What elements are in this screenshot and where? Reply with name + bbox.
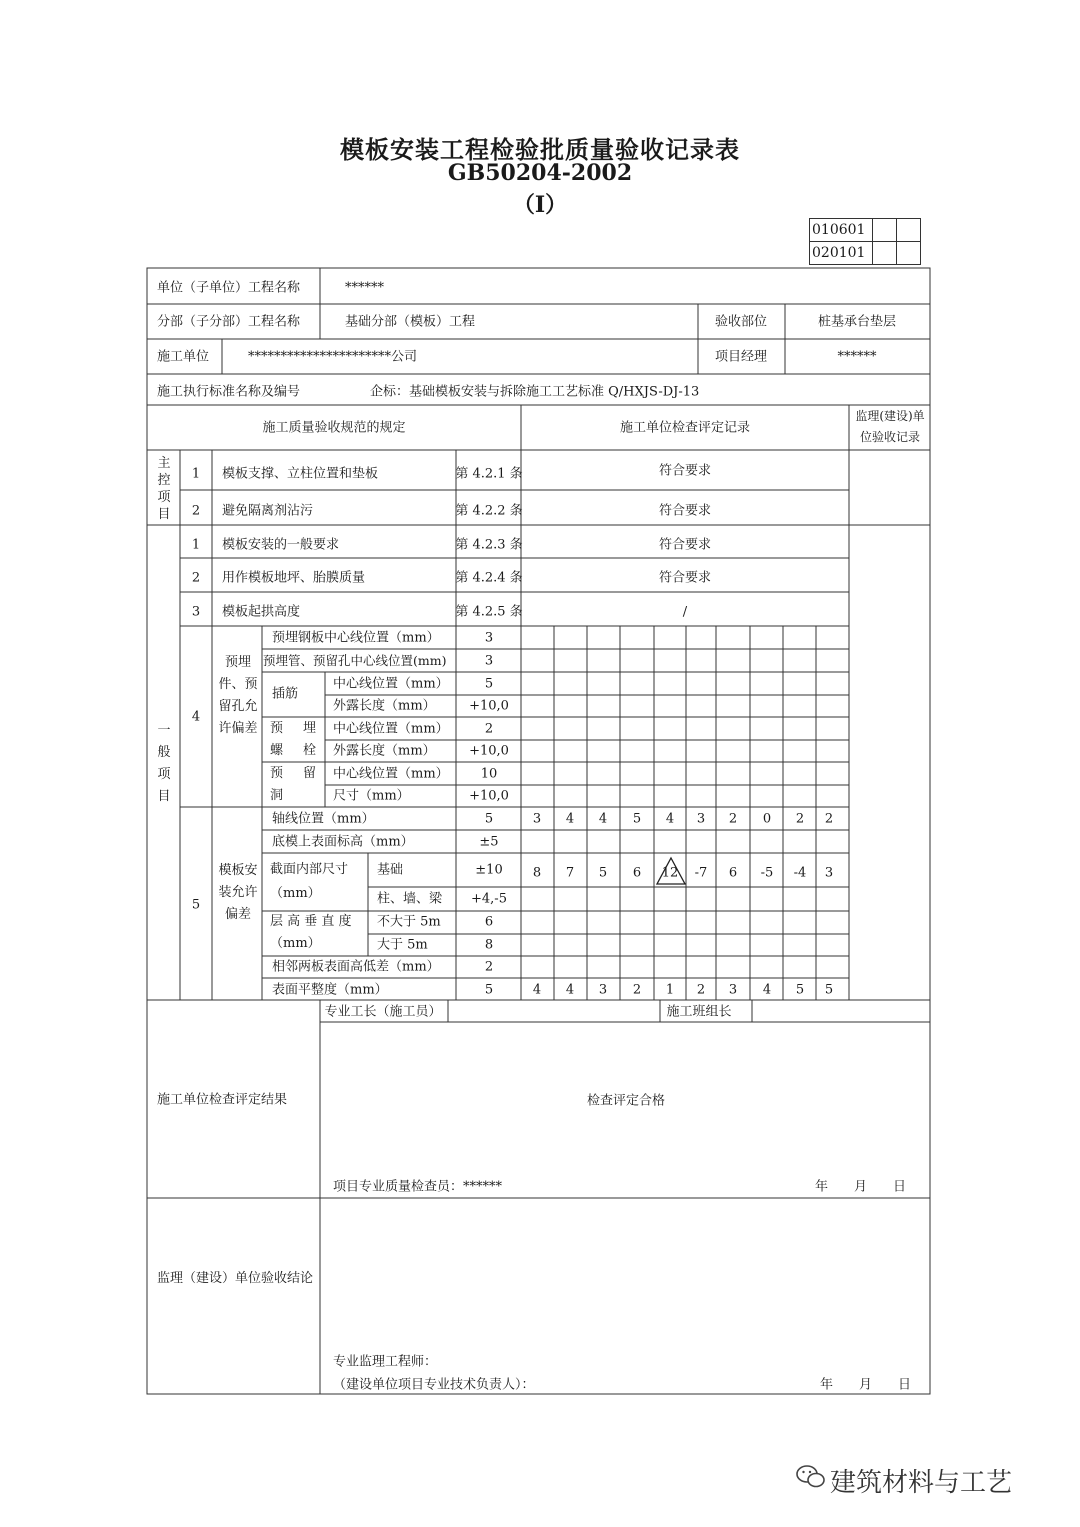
result-text: 检查评定合格	[586, 1093, 666, 1109]
supervisor-header: 监理(建设)单位验收记录	[855, 409, 925, 444]
conclusion-label: 监理（建设）单位验收结论	[157, 1271, 314, 1286]
standard-value: 企标：基础模板安装与拆除施工工艺标准 Q/HXJS-DJ-13	[370, 384, 700, 400]
item5-tolerance: 5	[484, 811, 494, 827]
code-1: 010601	[810, 219, 873, 242]
item5-group: 模板安装允许偏差	[218, 863, 258, 922]
inspector-line: 项目专业质量检查员：******	[333, 1179, 503, 1195]
item4-sub-bolt: 预 埋 螺栓	[270, 721, 316, 758]
item5-no: 5	[191, 897, 201, 913]
main-item-clause: 第 4.2.1 条	[455, 466, 523, 482]
form-subtitle: （Ⅰ）	[512, 192, 568, 218]
item4-row-name: 外露长度（mm）	[333, 698, 436, 714]
item4-sub-hole: 预 留 洞	[270, 766, 316, 803]
item5-row-name: 相邻两板表面高低差（mm）	[272, 959, 440, 975]
result-label: 施工单位检查评定结果	[157, 1092, 288, 1108]
measured-value: -4	[793, 865, 807, 881]
item5-tolerance: ±5	[479, 834, 499, 850]
item4-row-name: 尺寸（mm）	[333, 788, 410, 804]
item4-row-name: 中心线位置（mm）	[333, 676, 449, 692]
measured-value: 2	[824, 811, 834, 827]
general-item-no: 3	[191, 604, 201, 620]
measured-value: 5	[824, 982, 834, 998]
standard-label: 施工执行标准名称及编号	[157, 384, 301, 400]
item4-row-name: 预埋钢板中心线位置（mm）	[272, 630, 440, 646]
inspection-part-value: 桩基承台垫层	[817, 314, 897, 330]
item4-row-name: 外露长度（mm）	[333, 743, 436, 759]
item5-row-name: 大于 5m	[377, 937, 428, 953]
general-item-result: 符合要求	[658, 570, 712, 586]
item4-tolerance: 10	[480, 766, 498, 782]
item4-tolerance: 2	[484, 721, 494, 737]
item5-tolerance: 8	[484, 937, 494, 953]
manager-value: ******	[837, 349, 877, 365]
item5-tolerance: ±10	[475, 862, 503, 878]
item5-row-name: 基础	[377, 862, 404, 878]
contractor-value: **********************公司	[248, 349, 418, 365]
item5-tolerance: 6	[484, 914, 494, 930]
measured-value: 2	[632, 982, 642, 998]
general-item-clause: 第 4.2.3 条	[455, 537, 523, 553]
general-item-name: 模板起拱高度	[222, 604, 301, 620]
record-header: 施工单位检查评定记录	[619, 420, 751, 436]
contractor-label: 施工单位	[157, 349, 210, 365]
measured-value: 5	[598, 865, 608, 881]
measured-value: 12	[661, 865, 679, 881]
measured-value: 6	[632, 865, 642, 881]
measured-value: 5	[632, 811, 642, 827]
team-leader-label: 施工班组长	[666, 1004, 732, 1020]
item4-row-name: 中心线位置（mm）	[333, 766, 449, 782]
general-item-result: /	[682, 604, 688, 620]
measured-value: 6	[728, 865, 738, 881]
item5-row-name: 柱、墙、梁	[377, 891, 443, 907]
general-item-no: 2	[191, 570, 201, 586]
measured-value: 1	[665, 982, 675, 998]
measured-value: 8	[532, 865, 542, 881]
item4-sub-embed: 插筋	[272, 686, 299, 702]
date-line: 年 月 日	[815, 1179, 907, 1195]
measured-value: 0	[762, 811, 772, 827]
measured-value: 4	[565, 982, 575, 998]
item4-tolerance: +10,0	[469, 743, 509, 759]
main-item-result: 符合要求	[658, 503, 712, 519]
general-items-label: 一般项目	[157, 723, 171, 804]
measured-value: 3	[728, 982, 738, 998]
item5-row-name: 轴线位置（mm）	[272, 811, 375, 827]
general-item-no: 1	[191, 537, 201, 553]
measured-value: 3	[824, 865, 834, 881]
main-item-no: 1	[191, 466, 201, 482]
item4-no: 4	[191, 709, 201, 725]
item4-row-name: 预埋管、预留孔中心线位置(mm)	[263, 652, 447, 668]
foreman-label: 专业工长（施工员）	[324, 1004, 442, 1020]
item4-row-name: 中心线位置（mm）	[333, 721, 449, 737]
item5-tolerance: 5	[484, 982, 494, 998]
item4-tolerance: +10,0	[469, 788, 509, 804]
measured-value: 2	[728, 811, 738, 827]
item4-tolerance: +10,0	[469, 698, 509, 714]
item4-tolerance: 5	[484, 676, 494, 692]
item5-tolerance: 2	[484, 959, 494, 975]
form-title: 模板安装工程检验批质量验收记录表	[340, 135, 740, 164]
subdivision-label: 分部（子分部）工程名称	[157, 314, 301, 330]
measured-value: 3	[696, 811, 706, 827]
unit-value: ******	[345, 280, 384, 296]
subdivision-value: 基础分部（模板）工程	[345, 314, 476, 330]
item5-row-name: 不大于 5m	[377, 914, 441, 930]
item5-row-name: 底模上表面标高（mm）	[272, 834, 414, 850]
main-item-name: 避免隔离剂沾污	[222, 503, 314, 519]
general-item-name: 用作模板地坪、胎膜质量	[222, 570, 366, 586]
general-item-clause: 第 4.2.5 条	[455, 604, 523, 620]
item4-tolerance: 3	[484, 653, 494, 669]
item5-height-label: 层 高 垂 直 度（mm）	[270, 914, 352, 951]
main-item-name: 模板支撑、立柱位置和垫板	[222, 466, 379, 482]
measured-value: 4	[762, 982, 772, 998]
measured-value: 5	[795, 982, 805, 998]
item5-section-label: 截面内部尺寸（mm）	[270, 862, 349, 901]
standard-code: GB50204-2002	[447, 160, 633, 186]
main-item-clause: 第 4.2.2 条	[455, 503, 523, 519]
engineer-note: （建设单位项目专业技术负责人）：	[333, 1377, 535, 1393]
measured-value: 3	[532, 811, 542, 827]
measured-value: 4	[532, 982, 542, 998]
measured-value: -5	[760, 865, 774, 881]
inspection-part-label: 验收部位	[714, 314, 768, 330]
item5-row-name: 表面平整度（mm）	[272, 982, 388, 998]
wechat-icon	[795, 1463, 827, 1491]
engineer-line: 专业监理工程师：	[333, 1354, 438, 1370]
date-line: 年 月 日	[820, 1377, 912, 1393]
general-item-clause: 第 4.2.4 条	[455, 570, 523, 586]
general-item-name: 模板安装的一般要求	[222, 537, 340, 553]
general-item-result: 符合要求	[658, 537, 712, 553]
measured-value: 3	[598, 982, 608, 998]
measured-value: 2	[696, 982, 706, 998]
measured-value: 4	[565, 811, 575, 827]
measured-value: 4	[665, 811, 675, 827]
item4-tolerance: 3	[484, 630, 494, 646]
measured-value: 7	[565, 865, 575, 881]
main-item-no: 2	[191, 503, 201, 519]
measured-value: -7	[694, 865, 708, 881]
unit-label: 单位（子单位）工程名称	[157, 280, 301, 296]
spec-header: 施工质量验收规范的规定	[262, 420, 406, 436]
main-items-label: 主控项目	[157, 456, 171, 522]
measured-value: 2	[795, 811, 805, 827]
code-2: 020101	[810, 242, 873, 265]
item5-tolerance: +4,-5	[471, 891, 507, 907]
watermark-text: 建筑材料与工艺	[830, 1468, 1013, 1498]
item4-group: 预埋件、预留孔允许偏差	[218, 655, 258, 736]
manager-label: 项目经理	[714, 349, 768, 365]
measured-value: 4	[598, 811, 608, 827]
main-item-result: 符合要求	[658, 463, 712, 479]
